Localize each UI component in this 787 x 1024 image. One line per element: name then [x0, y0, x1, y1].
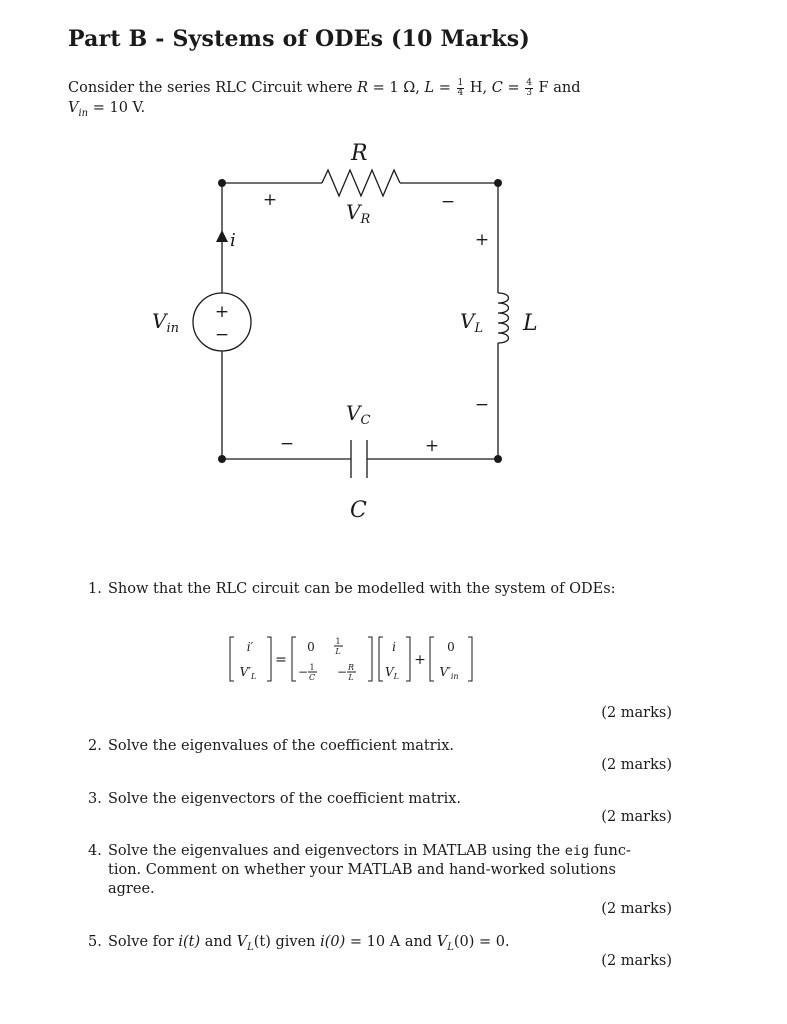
- vc-minus-sign: −: [279, 434, 295, 454]
- svg-text:VL: $V_L$: [385, 665, 399, 681]
- svg-text:+: +: [414, 652, 426, 668]
- source-minus-sign: −: [214, 325, 230, 345]
- vl-plus-sign: +: [474, 230, 490, 250]
- svg-text:V′L: $V'_L$: [239, 665, 257, 681]
- svg-text:i′: i′: [246, 640, 254, 654]
- question-3: 3. Solve the eigenvectors of the coefficient matrix.: [88, 791, 462, 807]
- svg-text:−: −: [336, 665, 348, 679]
- svg-text:1: 1: [335, 637, 341, 646]
- svg-text:−: −: [297, 665, 309, 679]
- question-5: 5. Solve for i(t) and $V_L(t)$ given i(0) = 10 A and $V_L(0) = 0$.: [88, 934, 510, 953]
- question-1-marks: (2 marks): [601, 705, 672, 721]
- question-4-marks: (2 marks): [601, 901, 672, 917]
- resistor-label: R: [351, 141, 368, 166]
- vr-plus-sign: +: [262, 190, 278, 210]
- question-3-marks: (2 marks): [601, 809, 672, 825]
- svg-text:0: 0: [447, 640, 455, 654]
- question-4: 4. Solve the eigenvalues and eigenvectors in MATLAB using the eig func- tion. Comment on whether your MATLAB and hand-worked solutions agree.: [88, 843, 631, 897]
- svg-text:L: L: [335, 647, 341, 656]
- inductor-coil: [498, 293, 509, 343]
- capacitor-label: C: [350, 498, 367, 523]
- svg-text:C: C: [308, 673, 316, 682]
- question-1: 1. Show that the RLC circuit can be modelled with the system of ODEs:: [88, 581, 616, 597]
- question-2: 2. Solve the eigenvalues of the coefficient matrix.: [88, 738, 455, 754]
- svg-text:V′in: $V'_{in}$: [439, 665, 459, 681]
- current-arrow-icon: [216, 230, 228, 242]
- svg-text:=: =: [275, 652, 287, 668]
- node-top-left: [218, 179, 226, 187]
- svg-text:0: 0: [307, 640, 315, 654]
- source-plus-sign: +: [214, 302, 230, 322]
- node-top-right: [494, 179, 502, 187]
- svg-text:1: 1: [309, 663, 315, 672]
- svg-text:L: L: [348, 673, 354, 682]
- inductor-label: L: [523, 311, 538, 336]
- C-fraction: $\frac{4}{3}$: [526, 77, 532, 98]
- question-2-marks: (2 marks): [601, 757, 672, 773]
- vr-label: $V_R$: [346, 200, 371, 227]
- svg-text:i: i: [392, 640, 396, 654]
- node-bottom-left: [218, 455, 226, 463]
- eig-code: eig: [564, 843, 590, 859]
- resistor: [322, 170, 400, 196]
- vc-label: $V_C$: [346, 401, 371, 428]
- current-label: i: [230, 230, 236, 251]
- intro-paragraph: Consider the series RLC Circuit where R = 1 Ω, L = $\frac{1}{4}$ H, C = $\frac{4}{3}$ F and $V_{in} = 10$ V.: [68, 77, 581, 119]
- page-title: Part B - Systems of ODEs (10 Marks): [68, 26, 530, 52]
- node-bottom-right: [494, 455, 502, 463]
- vr-minus-sign: −: [440, 192, 456, 212]
- ode-matrix-equation: [220, 634, 490, 686]
- vl-label: $V_L$: [460, 309, 484, 336]
- question-5-marks: (2 marks): [601, 953, 672, 969]
- vl-minus-sign: −: [474, 395, 490, 415]
- L-fraction: $\frac{1}{4}$: [457, 77, 464, 98]
- vc-plus-sign: +: [424, 436, 440, 456]
- vin-label: $V_{in}$: [152, 309, 179, 336]
- svg-text:R: R: [347, 663, 355, 672]
